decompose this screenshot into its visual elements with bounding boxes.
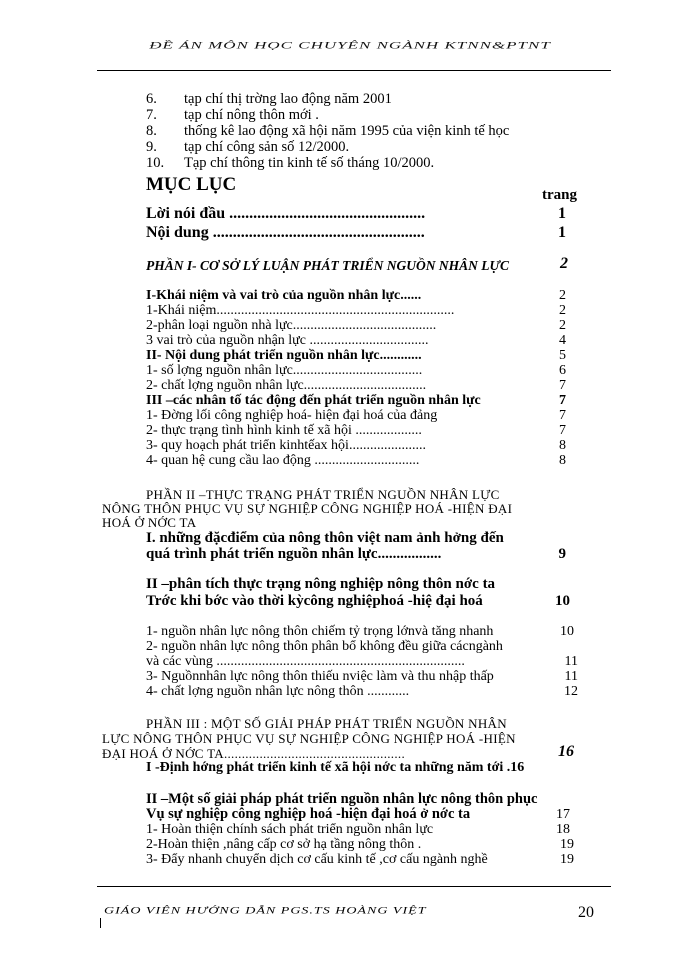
header-rule bbox=[97, 70, 611, 71]
toc-page-number: 7 bbox=[559, 393, 566, 408]
toc-entry: 4- quan hệ cung cầu lao động .............................. bbox=[146, 453, 420, 468]
toc-page-number: 7 bbox=[559, 378, 566, 393]
toc-entry: II –Một số giải pháp phát triển nguồn nhân lực nông thôn phục bbox=[146, 791, 538, 807]
part-heading: HOÁ Ở NỚC TA bbox=[102, 515, 197, 530]
toc-entry: 1- Hoàn thiện chính sách phát triển nguồn nhân lực bbox=[146, 822, 434, 837]
toc-entry: 1- số lợng nguồn nhân lực..................................... bbox=[146, 363, 423, 378]
toc-page-number: 10 bbox=[555, 593, 570, 609]
toc-page-number: 1 bbox=[558, 224, 566, 241]
reference-item: 10. Tạp chí thông tin kinh tế số tháng 10/2000. bbox=[146, 155, 435, 171]
toc-entry: quá trình phát triển nguồn nhân lực................. bbox=[146, 546, 442, 562]
toc-page-number: 7 bbox=[559, 423, 566, 438]
toc-entry: 4- chất lợng nguồn nhân lực nông thôn ............ bbox=[146, 684, 410, 699]
toc-entry: 3- Nguồnnhân lực nông thôn thiếu nviệc làm và thu nhập thấp bbox=[146, 669, 494, 684]
toc-page-number: 11 bbox=[564, 669, 578, 684]
toc-entry: II –phân tích thực trạng nông nghiệp nông thôn nớc ta bbox=[146, 576, 496, 592]
footer-text: GIÁO VIÊN HƯỚNG DẪN PGS.TS HOÀNG VIỆT bbox=[104, 906, 427, 917]
toc-title: MỤC LỤC bbox=[146, 174, 237, 195]
toc-page-number: 18 bbox=[556, 822, 570, 837]
part-heading: LỰC NÔNG THÔN PHỤC VỤ SỰ NGHIỆP CÔNG NGHIỆP HOÁ -HIỆN bbox=[102, 731, 516, 746]
toc-entry: 2-phân loại nguồn nhà lực......................................... bbox=[146, 318, 437, 333]
toc-page-number: 17 bbox=[556, 807, 570, 822]
toc-page-number: 7 bbox=[559, 408, 566, 423]
toc-page-number: 1 bbox=[558, 205, 566, 222]
toc-entry: 1-Khái niệm.................................................................... bbox=[146, 303, 455, 318]
toc-page-number: 8 bbox=[559, 438, 566, 453]
part-heading: NÔNG THÔN PHỤC VỤ SỰ NGHIỆP CÔNG NGHIỆP HOÁ -HIỆN ĐẠI bbox=[102, 501, 513, 516]
toc-entry: I. những đặcđiểm của nông thôn việt nam ảnh hởng đến bbox=[146, 530, 504, 546]
toc-page-column-label: trang bbox=[542, 187, 577, 203]
reference-item: 6. tạp chí thị trờng lao động năm 2001 bbox=[146, 91, 392, 107]
toc-page-number: 2 bbox=[559, 288, 566, 303]
toc-page-number: 16 bbox=[558, 743, 574, 760]
toc-entry: 3- Đẩy nhanh chuyển dịch cơ cấu kinh tế ,cơ cấu ngành nghề bbox=[146, 852, 488, 867]
toc-entry: 3 vai trò của nguồn nhận lực .................................. bbox=[146, 333, 429, 348]
toc-page-number: 11 bbox=[564, 654, 578, 669]
toc-entry: 1- Đờng lối công nghiệp hoá- hiện đại hoá của đảng bbox=[146, 408, 438, 423]
toc-entry: 3- quy hoạch phát triển kinhtếax hội...................... bbox=[146, 438, 426, 453]
toc-entry: 2-Hoàn thiện ,nâng cấp cơ sở hạ tầng nông thôn . bbox=[146, 837, 422, 852]
reference-item: 9. tạp chí công sản số 12/2000. bbox=[146, 139, 350, 155]
toc-page-number: 5 bbox=[559, 348, 566, 363]
toc-entry: III –các nhân tố tác động đến phát triển nguồn nhân lực bbox=[146, 393, 481, 408]
reference-item: 8. thống kê lao động xã hội năm 1995 của viện kinh tế học bbox=[146, 123, 510, 139]
toc-entry: II- Nội dung phát triển nguồn nhân lực............ bbox=[146, 348, 422, 363]
toc-page-number: 19 bbox=[560, 837, 574, 852]
toc-page-number: 8 bbox=[559, 453, 566, 468]
toc-page-number: 9 bbox=[558, 546, 566, 562]
toc-entry: I -Định hớng phát triển kinh tế xã hội nớc ta những năm tới .16 bbox=[146, 760, 525, 775]
toc-entry: Vụ sự nghiệp công nghiệp hoá -hiện đại hoá ở nớc ta bbox=[146, 806, 471, 822]
toc-entry: Nội dung ..................................................... bbox=[146, 224, 425, 241]
toc-entry: 2- thực trạng tình hình kinh tế xã hội ................... bbox=[146, 423, 422, 438]
toc-page-number: 10 bbox=[560, 624, 574, 639]
toc-entry: I-Khái niệm và vai trò của nguồn nhân lực...... bbox=[146, 288, 422, 303]
page-header: ĐỀ ÁN MÔN HỌC CHUYÊN NGÀNH KTNN&PTNT bbox=[149, 40, 551, 51]
toc-entry: 2- chất lợng nguồn nhân lực................................... bbox=[146, 378, 427, 393]
toc-page-number: 2 bbox=[559, 303, 566, 318]
margin-mark bbox=[100, 918, 101, 928]
part-heading: PHẦN II –THỰC TRẠNG PHÁT TRIỂN NGUỒN NHÂN LỰC bbox=[146, 487, 500, 502]
toc-entry: 1- nguồn nhân lực nông thôn chiếm tỷ trọng lớnvà tăng nhanh bbox=[146, 624, 494, 639]
page-number: 20 bbox=[578, 904, 594, 921]
toc-page-number: 12 bbox=[564, 684, 578, 699]
toc-page-number: 4 bbox=[559, 333, 566, 348]
footer-rule bbox=[97, 886, 611, 887]
toc-page-number: 6 bbox=[559, 363, 566, 378]
part-heading: ĐẠI HOÁ Ở NỚC TA................................................... bbox=[102, 746, 406, 761]
part-heading: PHẦN I- CƠ SỞ LÝ LUẬN PHÁT TRIỂN NGUỒN NHÂN LỰC bbox=[146, 258, 509, 273]
toc-page-number: 2 bbox=[559, 318, 566, 333]
toc-entry: Trớc khi bớc vào thời kỳcông nghiệphoá -hiệ đại hoá bbox=[146, 593, 483, 609]
toc-entry: và các vùng ....................................................................... bbox=[146, 654, 465, 669]
toc-page-number: 2 bbox=[560, 255, 568, 272]
toc-page-number: 19 bbox=[560, 852, 574, 867]
toc-entry: Lời nói đầu ................................................. bbox=[146, 205, 426, 222]
toc-entry: 2- nguồn nhân lực nông thôn phân bổ không đều giữa cácngành bbox=[146, 639, 503, 654]
reference-item: 7. tạp chí nông thôn mới . bbox=[146, 107, 319, 123]
part-heading: PHẦN III : MỘT SỐ GIẢI PHÁP PHÁT TRIỂN NGUỒN NHÂN bbox=[146, 716, 507, 731]
